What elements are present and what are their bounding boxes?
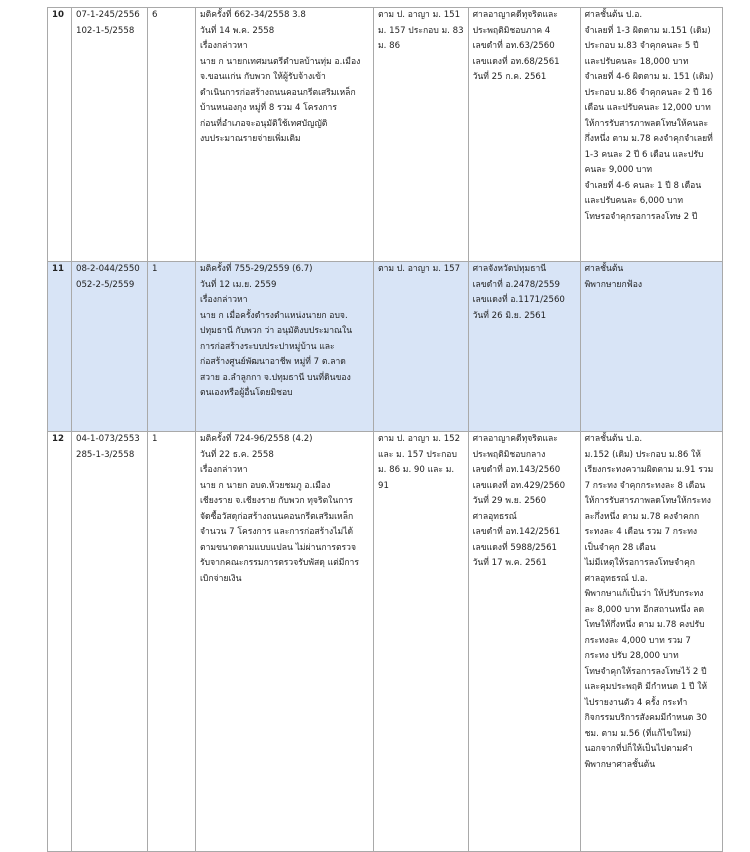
verdict-line: คนละ 9,000 บาท [584, 165, 653, 175]
detail-line: งบประมาณรายจ่ายเพิ่มเติม [200, 134, 301, 144]
charges-cell [374, 8, 469, 262]
case-id-cell [72, 8, 148, 262]
court-line: ศาลจังหวัดปทุมธานี [472, 264, 547, 274]
verdict-line: ประกอบ ม.86 จำคุกคนละ 2 ปี 16 [584, 87, 713, 98]
verdict-line: ศาลชั้นต้น ป.อ. [584, 434, 643, 444]
resolution-date: วันที่ 22 ธ.ค. 2558 [200, 449, 274, 460]
court-line: เลขดำที่ อ.2478/2559 [472, 279, 560, 290]
case-id: 052-2-5/2559 [76, 279, 135, 290]
charges-cell [374, 262, 469, 432]
verdict-line: จำเลยที่ 1-3 ผิดตาม ม.151 (เดิม) [584, 25, 711, 36]
case-id: 285-1-3/2558 [76, 449, 135, 460]
verdict-line: และคุมประพฤติ มีกำหนด 1 ปี ให้ [584, 682, 708, 692]
detail-line: บ้านหนองกุง หมู่ที่ 8 รวม 4 โครงการ [200, 103, 337, 113]
court-line: เลขดำที่ อท.143/2560 [472, 465, 561, 475]
charge-line: ม. 86 [378, 41, 401, 51]
case-id-cell [72, 262, 148, 432]
detail-line: จ.ขอนแก่น กับพวก ให้ผู้รับจ้างเข้า [200, 72, 326, 82]
court-line: เลขดำที่ อท.142/2561 [472, 527, 561, 537]
verdict-line: ไม่มีเหตุให้รอการลงโทษจำคุก [584, 558, 695, 568]
charges-cell [374, 432, 469, 852]
detail-line: ตามขนาดตามแบบแปลน ไม่ผ่านการตรวจ [200, 542, 357, 553]
verdict-line: เป็นจำคุก 28 เดือน [584, 542, 656, 553]
details-cell [196, 432, 374, 852]
verdict-line: ศาลชั้นต้น ป.อ. [584, 10, 643, 20]
subject-label: เรื่องกล่าวหา [200, 295, 248, 305]
verdict-line: พิพากษาแก้เป็นว่า ให้ปรับกระทง [584, 589, 704, 599]
detail-line: นาย ก นายกเทศมนตรีตำบลบ้านทุ่ม อ.เมือง [200, 56, 361, 67]
verdict-line: เรียงกระทงความผิดตาม ม.91 รวม [584, 465, 714, 475]
resolution-number: มติครั้งที่ 755-29/2559 (6.7) [200, 264, 313, 274]
detail-line: ปทุมธานี กับพวก ว่า อนุมัติงบประมาณใน [200, 326, 353, 336]
court-cell [468, 8, 580, 262]
court-line: เลขแดงที่ 5988/2561 [472, 542, 558, 553]
verdict-line: ละ 8,000 บาท อีกสถานหนึ่ง ลด [584, 604, 705, 615]
case-table [47, 7, 723, 852]
charge-line: ตาม ป. อาญา ม. 152 [378, 434, 461, 444]
detail-line: ก่อสร้างศูนย์พัฒนาอาชีพ หมู่ที่ 7 ต.ลาด [200, 357, 346, 367]
verdict-line: 7 กระทง จำคุกกระทงละ 8 เดือน [584, 480, 706, 491]
verdict-line: ม.152 (เดิม) ประกอบ ม.86 ให้ [584, 449, 701, 460]
court-line: เลขดำที่ อท.63/2560 [472, 41, 555, 51]
verdict-line: กิจกรรมบริการสังคมมีกำหนด 30 [584, 713, 707, 723]
detail-line: การก่อสร้างระบบประปาหมู่บ้าน และ [200, 341, 335, 352]
court-line: ศาลอาญาคดีทุจริตและ [472, 10, 558, 20]
detail-line: ดำเนินการก่อสร้างถนนคอนกรีตเสริมเหล็ก [200, 87, 356, 98]
verdict-line: นอกจากที่ปก็ให้เป็นไปตามคำ [584, 744, 693, 754]
case-id: 04-1-073/2553 [76, 434, 140, 444]
verdict-line: กระทงละ 4,000 บาท รวม 7 [584, 635, 691, 646]
verdict-line: โทษจำคุกให้รอการลงโทษไว้ 2 ปี [584, 666, 707, 677]
row-number: 12 [48, 432, 72, 852]
court-line: วันที่ 17 พ.ค. 2561 [472, 558, 547, 568]
row-number: 11 [48, 262, 72, 432]
verdict-line: โทษรอจำคุกรอการลงโทษ 2 ปี [584, 211, 698, 222]
charge-line: ตาม ป. อาญา ม. 157 [378, 264, 461, 274]
verdict-line: ไปรายงานตัว 4 ครั้ง กระทำ [584, 697, 688, 708]
resolution-number: มติครั้งที่ 724-96/2558 (4.2) [200, 434, 313, 444]
case-id: 102-1-5/2558 [76, 25, 135, 36]
detail-line: นาย ก เมื่อครั้งดำรงตำแหน่งนายก อบจ. [200, 310, 348, 321]
resolution-date: วันที่ 14 พ.ค. 2558 [200, 25, 275, 36]
table-row [48, 262, 723, 432]
detail-line: รับจากคณะกรรมการตรวจรับพัสดุ แต่มีการ [200, 558, 359, 568]
verdict-line: เดือน และปรับคนละ 12,000 บาท [584, 103, 711, 113]
detail-line: เชียงราย จ.เชียงราย กับพวก ทุจริตในการ [200, 496, 353, 506]
verdict-line: กระทง ปรับ 28,000 บาท [584, 651, 679, 661]
verdict-line: ประกอบ ม.83 จำคุกคนละ 5 ปี [584, 41, 699, 51]
court-line: ศาลอาญาคดีทุจริตและ [472, 434, 558, 444]
verdict-line: และปรับคนละ 6,000 บาท [584, 196, 684, 206]
verdict-line: และปรับคนละ 18,000 บาท [584, 56, 689, 67]
verdict-line: ชม. ตาม ม.56 (ที่แก้ไขใหม่) [584, 728, 692, 739]
verdict-line: ให้การรับสารภาพลดโทษให้กระทง [584, 496, 711, 506]
row-number: 10 [48, 8, 72, 262]
verdict-line: พิพากษาศาลชั้นต้น [584, 759, 656, 770]
charge-line: ม. 86 ม. 90 และ ม. [378, 465, 455, 475]
court-line: วันที่ 26 มิ.ย. 2561 [472, 310, 547, 321]
court-cell [468, 432, 580, 852]
count-cell: 6 [148, 8, 196, 262]
verdict-cell [580, 8, 722, 262]
case-id: 07-1-245/2556 [76, 10, 140, 20]
court-line: เลขแดงที่ อท.68/2561 [472, 56, 560, 67]
charge-line: ม. 157 ประกอบ ม. 83 [378, 25, 464, 36]
resolution-number: มติครั้งที่ 662-34/2558 3.8 [200, 10, 306, 20]
court-line: วันที่ 29 พ.ย. 2560 [472, 496, 547, 506]
case-id: 08-2-044/2550 [76, 264, 140, 274]
verdict-line: ศาลชั้นต้น [584, 264, 624, 274]
verdict-line: จำเลยที่ 4-6 ผิดตาม ม. 151 (เดิม) [584, 72, 714, 82]
table-row [48, 432, 723, 852]
subject-label: เรื่องกล่าวหา [200, 41, 248, 51]
detail-line: จัดซื้อวัสดุก่อสร้างถนนคอนกรีตเสริมเหล็ก [200, 511, 354, 522]
details-cell [196, 262, 374, 432]
charge-line: ตาม ป. อาญา ม. 151 [378, 10, 461, 20]
verdict-line: 1-3 คนละ 2 ปี 6 เดือน และปรับ [584, 149, 704, 160]
verdict-line: ระทงละ 4 เดือน รวม 7 กระทง [584, 527, 698, 537]
subject-label: เรื่องกล่าวหา [200, 465, 248, 475]
court-line: เลขแดงที่ อ.1171/2560 [472, 295, 565, 305]
detail-line: จำนวน 7 โครงการ และการก่อสร้างไม่ได้ [200, 527, 354, 537]
verdict-line: ละกึ่งหนึ่ง ตาม ม.78 คงจำคกก [584, 511, 700, 522]
charge-line: และ ม. 157 ประกอบ [378, 449, 457, 460]
detail-line: สวาย อ.ลำลูกกา จ.ปทุมธานี บนที่ดินของ [200, 372, 351, 383]
verdict-line: ให้การรับสารภาพลดโทษให้คนละ [584, 118, 709, 129]
court-cell [468, 262, 580, 432]
verdict-line: พิพากษายกฟ้อง [584, 279, 643, 290]
court-line: วันที่ 25 ก.ค. 2561 [472, 72, 547, 82]
verdict-line: ศาลอุทธรณ์ ป.อ. [584, 573, 648, 584]
case-id-cell [72, 432, 148, 852]
verdict-line: จำเลยที่ 4-6 คนละ 1 ปี 8 เดือน [584, 180, 702, 191]
court-line: ศาลอุทธรณ์ [472, 511, 517, 522]
count-cell: 1 [148, 262, 196, 432]
count-cell: 1 [148, 432, 196, 852]
table-row [48, 8, 723, 262]
verdict-line: กึ่งหนึ่ง ตาม ม.78 คงจำคุกจำเลยที่ [584, 134, 713, 144]
court-line: ประพฤติมิชอบกลาง [472, 449, 546, 460]
detail-line: นาย ก นายก อบต.ห้วยชมภู อ.เมือง [200, 480, 331, 491]
court-line: ประพฤติมิชอบภาค 4 [472, 25, 551, 36]
detail-line: เบิกจ่ายเงิน [200, 573, 242, 584]
detail-line: ตนเองหรือผู้อื่นโดยมิชอบ [200, 388, 293, 398]
court-line: เลขแดงที่ อท.429/2560 [472, 480, 566, 491]
verdict-line: โทษให้กึ่งหนึ่ง ตาม ม.78 คงปรับ [584, 620, 705, 630]
charge-line: 91 [378, 480, 389, 491]
details-cell [196, 8, 374, 262]
verdict-cell [580, 432, 722, 852]
detail-line: ก่อนที่อำเภอจะอนุมัติใช้เทศบัญญัติ [200, 118, 328, 129]
verdict-cell [580, 262, 722, 432]
resolution-date: วันที่ 12 เม.ย. 2559 [200, 279, 277, 290]
